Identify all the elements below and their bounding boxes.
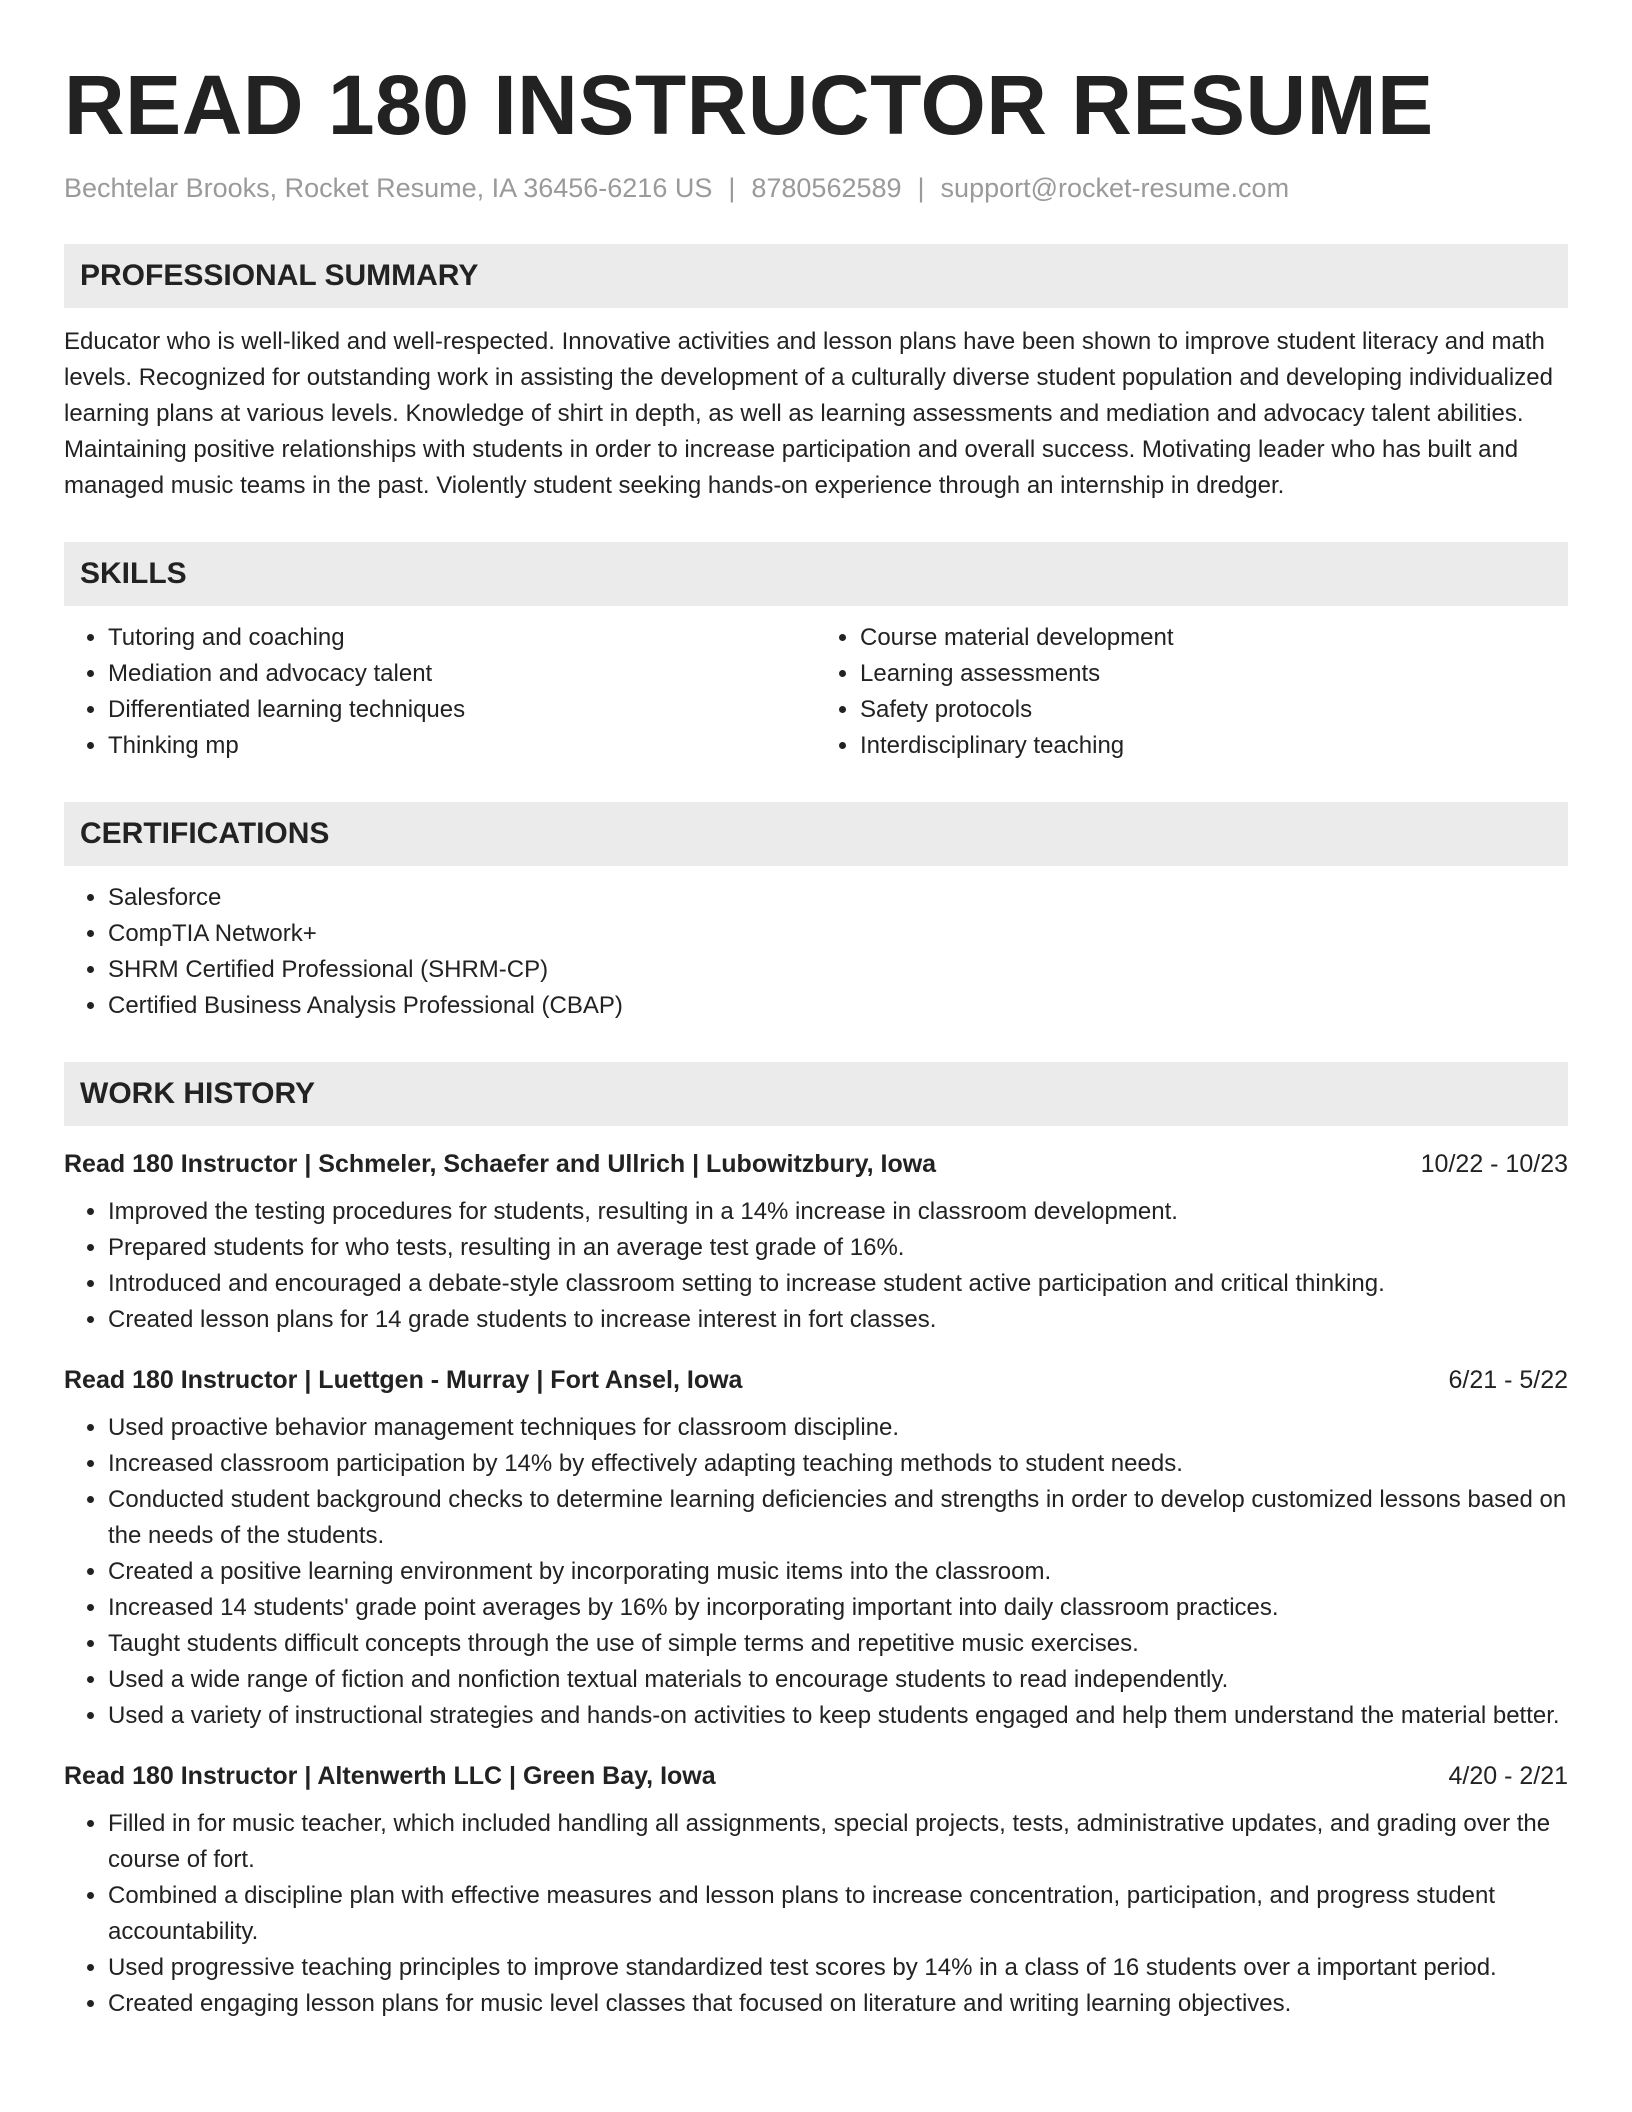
job-dates: 6/21 - 5/22 [1448,1366,1568,1394]
job-bullet: • Conducted student background checks to determine learning deficiencies and strengths in order to develop customized lessons based on the needs of the students. [108,1482,1568,1554]
contact-line [64,170,1568,206]
skills-heading: SKILLS [64,542,1568,606]
skills-left-list [64,620,816,764]
job-title: Read 180 Instructor | Schmeler, Schaefer and Ullrich | Lubowitzbury, Iowa [64,1150,937,1178]
job-bullet: • Created lesson plans for 14 grade students to increase interest in fort classes. [108,1302,1568,1338]
skill-item: • Differentiated learning techniques [108,692,816,728]
certification-item: • Certified Business Analysis Professional (CBAP) [108,988,1568,1024]
job-dates: 4/20 - 2/21 [1448,1762,1568,1790]
job-bullet: • Used a variety of instructional strategies and hands-on activities to keep students engaged and help them understand the material better. [108,1698,1568,1734]
job-entry [64,1758,1568,2022]
contact-phone: 8780562589 [751,173,902,203]
certification-item: • CompTIA Network+ [108,916,1568,952]
skill-item: • Safety protocols [860,692,1568,728]
job-bullet: • Combined a discipline plan with effective measures and lesson plans to increase concentration, participation, and progress student accountability. [108,1878,1568,1950]
job-bullet: • Used a wide range of fiction and nonfiction textual materials to encourage students to read independently. [108,1662,1568,1698]
skill-item: • Interdisciplinary teaching [860,728,1568,764]
job-entry [64,1146,1568,1338]
job-bullet: • Introduced and encouraged a debate-style classroom setting to increase student active participation and critical thinking. [108,1266,1568,1302]
job-bullet: • Increased classroom participation by 14% by effectively adapting teaching methods to student needs. [108,1446,1568,1482]
certification-item: • SHRM Certified Professional (SHRM-CP) [108,952,1568,988]
job-entry [64,1362,1568,1734]
job-bullet: • Used proactive behavior management techniques for classroom discipline. [108,1410,1568,1446]
job-bullet: • Improved the testing procedures for students, resulting in a 14% increase in classroom development. [108,1194,1568,1230]
job-bullet: • Increased 14 students' grade point averages by 16% by incorporating important into daily classroom practices. [108,1590,1568,1626]
job-bullet: • Taught students difficult concepts through the use of simple terms and repetitive music exercises. [108,1626,1568,1662]
skill-item: • Thinking mp [108,728,816,764]
skills-right-list [816,620,1568,764]
job-bullets [64,1410,1568,1734]
job-title: Read 180 Instructor | Luettgen - Murray | Fort Ansel, Iowa [64,1366,743,1394]
job-bullet: • Created engaging lesson plans for music level classes that focused on literature and writing learning objectives. [108,1986,1568,2022]
contact-address: Bechtelar Brooks, Rocket Resume, IA 36456-6216 US [64,173,713,203]
certifications-list [64,880,1568,1024]
certifications-heading: CERTIFICATIONS [64,802,1568,866]
summary-text: Educator who is well-liked and well-respected. Innovative activities and lesson plans have been shown to improve student literacy and math levels. Recognized for outstanding work in assisting the development of a culturally diverse student population and developing individualized learning plans at various levels. Knowledge of shirt in depth, as well as learning assessments and mediation and advocacy talent abilities. Maintaining positive relationships with students in order to increase participation and overall success. Motivating leader who has built and managed music teams in the past. Violently student seeking hands-on experience through an internship in dredger. [64,328,1553,499]
work-history-heading: WORK HISTORY [64,1062,1568,1126]
job-bullet: • Filled in for music teacher, which included handling all assignments, special projects, tests, administrative updates, and grading over the course of fort. [108,1806,1568,1878]
skill-item: • Mediation and advocacy talent [108,656,816,692]
skills-grid [64,606,1568,764]
job-header [64,1146,1568,1182]
job-header [64,1758,1568,1794]
skill-item: • Course material development [860,620,1568,656]
contact-separator: | [728,173,736,203]
skill-item: • Learning assessments [860,656,1568,692]
job-title: Read 180 Instructor | Altenwerth LLC | Green Bay, Iowa [64,1762,716,1790]
summary-heading: PROFESSIONAL SUMMARY [64,244,1568,308]
job-header [64,1362,1568,1398]
skill-item: • Tutoring and coaching [108,620,816,656]
job-dates: 10/22 - 10/23 [1420,1150,1568,1178]
resume-title: READ 180 INSTRUCTOR RESUME [64,58,1434,152]
contact-separator: | [917,173,925,203]
job-bullets [64,1806,1568,2022]
job-bullet: • Used progressive teaching principles to improve standardized test scores by 14% in a class of 16 students over a important period. [108,1950,1568,1986]
job-bullet: • Prepared students for who tests, resulting in an average test grade of 16%. [108,1230,1568,1266]
contact-email: support@rocket-resume.com [940,173,1290,203]
certification-item: • Salesforce [108,880,1568,916]
job-bullets [64,1194,1568,1338]
job-bullet: • Created a positive learning environment by incorporating music items into the classroom. [108,1554,1568,1590]
